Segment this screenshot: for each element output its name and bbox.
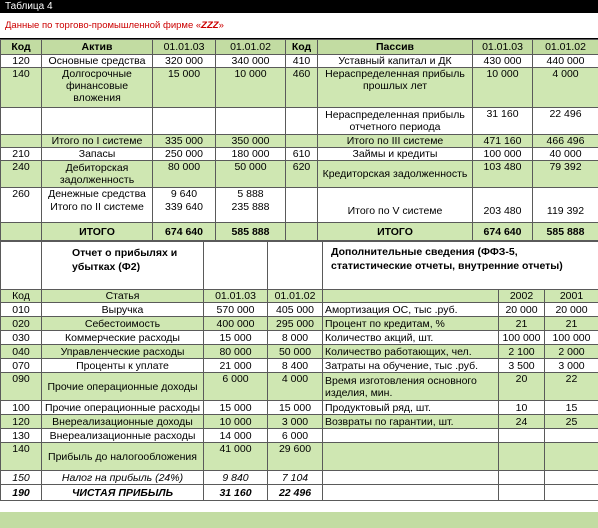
cell: 80 000	[153, 161, 216, 188]
report-header-row	[1, 290, 598, 303]
cell: Уставный капитал и ДК	[318, 55, 473, 68]
cell: 22 496	[533, 108, 598, 135]
cell: 15 000	[268, 401, 323, 415]
subtitle-text: Данные по торгово-промышленной фирме «	[5, 20, 202, 31]
cell: 4 000	[268, 373, 323, 401]
cell: 100 000	[499, 331, 545, 345]
header-date-2003: 01.01.03	[204, 290, 268, 303]
cell: 20	[499, 373, 545, 401]
table-row	[1, 317, 598, 331]
cell	[323, 471, 499, 485]
cell: Основные средства	[42, 55, 153, 68]
cell: Себестоимость	[42, 317, 204, 331]
cell: 130	[1, 429, 42, 443]
cell: 295 000	[268, 317, 323, 331]
cell: 040	[1, 345, 42, 359]
cell: 20 000	[499, 303, 545, 317]
table-row	[1, 443, 598, 471]
header-date-2002: 01.01.02	[533, 40, 598, 55]
cell	[545, 443, 598, 471]
cell: 31 160	[473, 108, 533, 135]
cell: 15 000	[153, 68, 216, 108]
cell: 21	[545, 317, 598, 331]
cell: Количество работающих, чел.	[323, 345, 499, 359]
cell: Амортизация ОС, тыс .руб.	[323, 303, 499, 317]
cell: 50 000	[216, 161, 286, 188]
cell	[1, 108, 42, 135]
cell: 14 000	[204, 429, 268, 443]
cell: Продуктовый ряд, шт.	[323, 401, 499, 415]
cell: 235 888	[216, 201, 286, 223]
cell: 25	[545, 415, 598, 429]
header-date-2002: 01.01.02	[216, 40, 286, 55]
table-row	[1, 188, 598, 201]
cell: 440 000	[533, 55, 598, 68]
cell	[268, 242, 323, 290]
cell: 570 000	[204, 303, 268, 317]
table-row	[1, 161, 598, 188]
cell	[499, 471, 545, 485]
cell: 190	[1, 485, 42, 501]
cell: 9 640	[153, 188, 216, 201]
cell: Время изготовления основного изделия, мин.	[323, 373, 499, 401]
cell: 80 000	[204, 345, 268, 359]
cell	[1, 201, 42, 223]
cell: 29 600	[268, 443, 323, 471]
cell: 15	[545, 401, 598, 415]
cell: Нераспределенная прибыль отчетного периода	[318, 108, 473, 135]
cell: 2 000	[545, 345, 598, 359]
cell: 674 640	[473, 223, 533, 241]
cell	[323, 429, 499, 443]
cell: Дебиторская задолженность	[42, 161, 153, 188]
table-row	[1, 429, 598, 443]
cell: 010	[1, 303, 42, 317]
cell: 210	[1, 148, 42, 161]
cell: 430 000	[473, 55, 533, 68]
header-extra-label	[323, 290, 499, 303]
cell: 10	[499, 401, 545, 415]
table-subtitle	[0, 13, 598, 39]
extra-info-title: Дополнительные сведения (ФФЗ-5, статистические отчеты, внутренние отчеты)	[323, 242, 598, 290]
header-liability: Пассив	[318, 40, 473, 55]
cell: 405 000	[268, 303, 323, 317]
table-row	[1, 108, 598, 135]
report-title-row	[1, 242, 598, 290]
cell: Налог на прибыль (24%)	[42, 471, 204, 485]
cell	[153, 108, 216, 135]
cell: Выручка	[42, 303, 204, 317]
cell: 140	[1, 68, 42, 108]
cell: 15 000	[204, 401, 268, 415]
cell: Кредиторская задолженность	[318, 161, 473, 188]
cell: 140	[1, 443, 42, 471]
cell	[1, 223, 42, 241]
cell: 24	[499, 415, 545, 429]
cell: 460	[286, 68, 318, 108]
cell	[318, 188, 473, 201]
cell	[204, 242, 268, 290]
cell	[323, 443, 499, 471]
header-item: Статья	[42, 290, 204, 303]
cell: 585 888	[216, 223, 286, 241]
cell	[499, 443, 545, 471]
cell: 15 000	[204, 331, 268, 345]
cell	[1, 242, 42, 290]
cell	[42, 108, 153, 135]
cell	[533, 188, 598, 201]
cell: Долгосрочные финансовые вложения	[42, 68, 153, 108]
cell: 250 000	[153, 148, 216, 161]
cell	[1, 135, 42, 148]
cell: ЧИСТАЯ ПРИБЫЛЬ	[42, 485, 204, 501]
cell: 10 000	[204, 415, 268, 429]
cell: 41 000	[204, 443, 268, 471]
cell: 610	[286, 148, 318, 161]
table-row	[1, 55, 598, 68]
cell: 674 640	[153, 223, 216, 241]
cell: 3 000	[545, 359, 598, 373]
table-row-total	[1, 223, 598, 241]
cell: 020	[1, 317, 42, 331]
table-row	[1, 345, 598, 359]
cell	[286, 188, 318, 201]
cell: 350 000	[216, 135, 286, 148]
cell	[286, 201, 318, 223]
cell: 335 000	[153, 135, 216, 148]
table-row-total	[1, 485, 598, 501]
cell: Процент по кредитам, %	[323, 317, 499, 331]
table-row	[1, 303, 598, 317]
balance-table	[0, 39, 598, 241]
cell: 100 000	[545, 331, 598, 345]
header-code: Код	[1, 290, 42, 303]
table-row	[1, 135, 598, 148]
header-date-2002: 01.01.02	[268, 290, 323, 303]
cell	[216, 108, 286, 135]
cell: Итого по V системе	[318, 201, 473, 223]
cell: Займы и кредиты	[318, 148, 473, 161]
cell: ИТОГО	[42, 223, 153, 241]
cell	[545, 429, 598, 443]
cell: Прочие операционные расходы	[42, 401, 204, 415]
table-title: Таблица 4	[0, 0, 598, 13]
cell: 410	[286, 55, 318, 68]
subtitle-close: »	[218, 20, 224, 31]
cell: 070	[1, 359, 42, 373]
table-row	[1, 148, 598, 161]
cell: 2 100	[499, 345, 545, 359]
cell: 6 000	[204, 373, 268, 401]
cell: 10 000	[216, 68, 286, 108]
cell: 8 000	[268, 331, 323, 345]
table-row	[1, 471, 598, 485]
cell: 21	[499, 317, 545, 331]
cell: 240	[1, 161, 42, 188]
cell: 7 104	[268, 471, 323, 485]
footer-bar	[0, 512, 598, 528]
cell: 8 400	[268, 359, 323, 373]
report-title: Отчет о прибылях и убытках (Ф2)	[42, 242, 204, 290]
header-asset: Актив	[42, 40, 153, 55]
table-row	[1, 331, 598, 345]
cell: 340 000	[216, 55, 286, 68]
table-row	[1, 373, 598, 401]
cell: Денежные средства	[42, 188, 153, 201]
header-year-2001: 2001	[545, 290, 598, 303]
cell: 9 840	[204, 471, 268, 485]
cell: 260	[1, 188, 42, 201]
cell: Внереализационные расходы	[42, 429, 204, 443]
report-table	[0, 241, 598, 501]
cell: 5 888	[216, 188, 286, 201]
cell: Нераспределенная прибыль прошлых лет	[318, 68, 473, 108]
cell: ИТОГО	[318, 223, 473, 241]
cell: 400 000	[204, 317, 268, 331]
cell	[286, 135, 318, 148]
balance-header-row	[1, 40, 598, 55]
cell: 320 000	[153, 55, 216, 68]
header-date-2003: 01.01.03	[473, 40, 533, 55]
cell: 466 496	[533, 135, 598, 148]
cell: 100	[1, 401, 42, 415]
cell: 22	[545, 373, 598, 401]
cell	[499, 485, 545, 501]
cell: 6 000	[268, 429, 323, 443]
cell: 030	[1, 331, 42, 345]
header-date-2003: 01.01.03	[153, 40, 216, 55]
cell: 585 888	[533, 223, 598, 241]
cell: 471 160	[473, 135, 533, 148]
cell: 10 000	[473, 68, 533, 108]
cell	[286, 108, 318, 135]
cell: Проценты к уплате	[42, 359, 204, 373]
header-year-2002: 2002	[499, 290, 545, 303]
cell: Запасы	[42, 148, 153, 161]
cell: 20 000	[545, 303, 598, 317]
cell	[323, 485, 499, 501]
cell: Прочие операционные доходы	[42, 373, 204, 401]
cell: 103 480	[473, 161, 533, 188]
cell: 100 000	[473, 148, 533, 161]
cell: 120	[1, 55, 42, 68]
cell: 21 000	[204, 359, 268, 373]
cell: Итого по II системе	[42, 201, 153, 223]
table-row	[1, 68, 598, 108]
cell: Возвраты по гарантии, шт.	[323, 415, 499, 429]
table-row	[1, 415, 598, 429]
table-row	[1, 201, 598, 223]
cell: Итого по III системе	[318, 135, 473, 148]
cell: 31 160	[204, 485, 268, 501]
cell: 620	[286, 161, 318, 188]
cell: Затраты на обучение, тыс .руб.	[323, 359, 499, 373]
cell: 22 496	[268, 485, 323, 501]
header-code: Код	[286, 40, 318, 55]
cell: 119 392	[533, 201, 598, 223]
cell: 120	[1, 415, 42, 429]
cell: 50 000	[268, 345, 323, 359]
cell	[545, 471, 598, 485]
cell: 090	[1, 373, 42, 401]
table-row	[1, 359, 598, 373]
cell	[473, 188, 533, 201]
cell: 79 392	[533, 161, 598, 188]
cell: 180 000	[216, 148, 286, 161]
cell: Прибыль до налогообложения	[42, 443, 204, 471]
cell: 3 000	[268, 415, 323, 429]
cell: 3 500	[499, 359, 545, 373]
cell	[499, 429, 545, 443]
subtitle-brand: ZZZ	[201, 20, 219, 31]
cell: Итого по I системе	[42, 135, 153, 148]
cell: 150	[1, 471, 42, 485]
cell: Управленческие расходы	[42, 345, 204, 359]
table-row	[1, 401, 598, 415]
cell: 40 000	[533, 148, 598, 161]
cell: Коммерческие расходы	[42, 331, 204, 345]
cell	[545, 485, 598, 501]
header-code: Код	[1, 40, 42, 55]
cell: 339 640	[153, 201, 216, 223]
cell: Внереализационные доходы	[42, 415, 204, 429]
cell	[286, 223, 318, 241]
cell: 4 000	[533, 68, 598, 108]
cell: Количество акций, шт.	[323, 331, 499, 345]
cell: 203 480	[473, 201, 533, 223]
